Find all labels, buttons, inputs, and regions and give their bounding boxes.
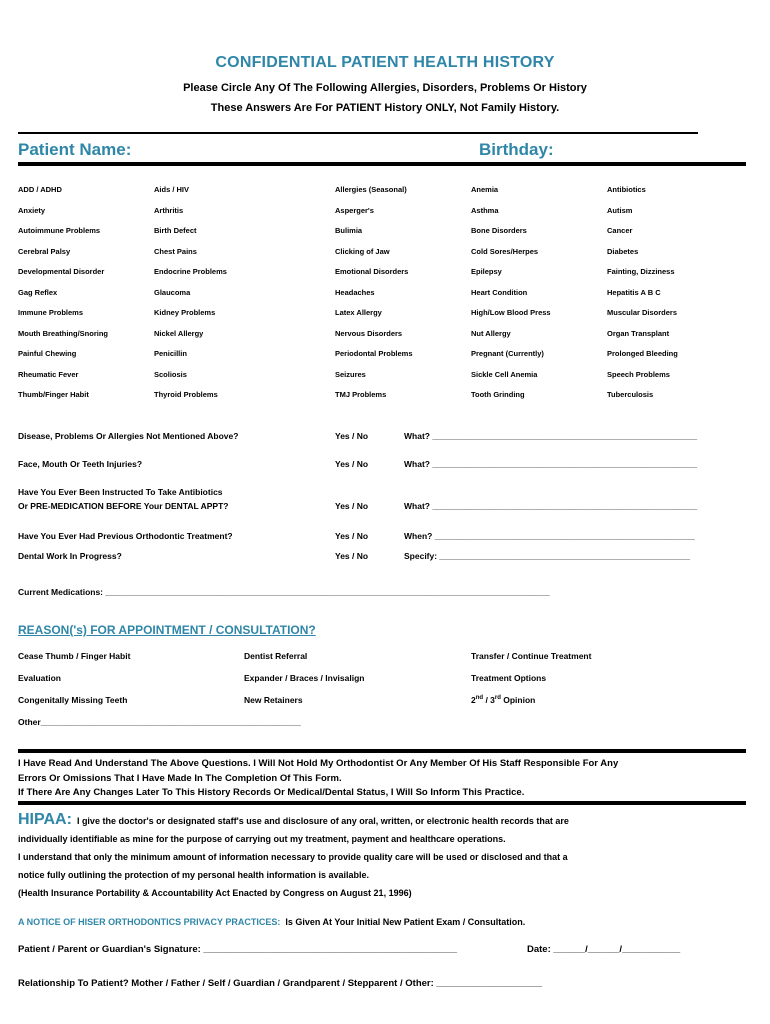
conditions-row <box>18 365 728 386</box>
condition-option[interactable]: Cancer <box>607 226 633 235</box>
hipaa-label: HIPAA: <box>18 811 72 828</box>
conditions-row <box>18 344 728 365</box>
question-antibiotics-1: Have You Ever Been Instructed To Take Antibiotics <box>18 487 223 497</box>
when-field[interactable]: When? _______________________________________________________ <box>404 531 695 541</box>
condition-option[interactable]: Thyroid Problems <box>154 390 218 399</box>
condition-option[interactable]: Autism <box>607 205 633 215</box>
reasons-heading: REASON('s) FOR APPOINTMENT / CONSULTATION? <box>18 623 316 637</box>
statement-line: I Have Read And Understand The Above Questions. I Will Not Hold My Orthodontist Or Any Member Of His Staff Responsible For Any <box>18 758 619 769</box>
conditions-grid <box>18 180 728 406</box>
question-orthodontic: Have You Ever Had Previous Orthodontic Treatment? <box>18 531 233 541</box>
condition-option[interactable]: Prolonged Bleeding <box>607 349 678 358</box>
condition-option[interactable]: Clicking of Jaw <box>335 246 390 256</box>
question-dental-work: Dental Work In Progress? <box>18 551 122 561</box>
what-field[interactable]: What? ________________________________________________________ <box>404 501 698 511</box>
privacy-notice-heading: A NOTICE OF HISER ORTHODONTICS PRIVACY PRACTICES: <box>18 917 281 927</box>
condition-option[interactable]: Aids / HIV <box>154 185 190 194</box>
condition-option[interactable]: Bone Disorders <box>471 226 527 235</box>
condition-option[interactable]: Seizures <box>335 369 366 379</box>
conditions-row <box>18 283 728 304</box>
conditions-row <box>18 180 728 201</box>
conditions-row <box>18 242 728 263</box>
condition-option[interactable]: Bulimia <box>335 226 363 235</box>
specify-field[interactable]: Specify: _____________________________________________________ <box>404 551 690 561</box>
condition-option[interactable]: ADD / ADHD <box>18 185 62 194</box>
date-field[interactable]: Date: ______/______/___________ <box>527 944 681 955</box>
condition-option[interactable]: Tuberculosis <box>607 390 654 399</box>
patient-name-label: Patient Name: <box>18 140 132 159</box>
conditions-row <box>18 262 728 283</box>
statement-rule-top <box>18 749 746 753</box>
condition-option[interactable]: Pregnant (Currently) <box>471 349 544 358</box>
condition-option[interactable]: Heart Condition <box>471 287 528 297</box>
hipaa-line: I give the doctor's or designated staff's use and disclosure of any oral, written, or electronic health records that are <box>76 816 569 826</box>
condition-option[interactable]: Sickle Cell Anemia <box>471 369 538 379</box>
condition-option[interactable]: Thumb/Finger Habit <box>18 390 89 399</box>
condition-option[interactable]: Epilepsy <box>471 267 502 276</box>
condition-option[interactable]: Fainting, Dizziness <box>607 267 675 276</box>
condition-option[interactable]: High/Low Blood Press <box>471 308 551 317</box>
condition-option[interactable]: Kidney Problems <box>154 308 216 317</box>
what-field[interactable]: What? ________________________________________________________ <box>404 459 698 469</box>
hipaa-line: individually identifiable as mine for the purpose of carrying out my treatment, payment and healthcare operations. <box>18 834 506 844</box>
hipaa-line: I understand that only the minimum amount of information necessary to provide quality care will be used or disclosed and that a <box>18 852 568 862</box>
condition-option[interactable]: TMJ Problems <box>335 390 387 399</box>
relationship-field[interactable]: Relationship To Patient? Mother / Father / Self / Guardian / Grandparent / Stepparent / Other: ____________________ <box>18 978 543 989</box>
reason-option[interactable]: New Retainers <box>244 695 303 705</box>
header-rule <box>18 132 698 134</box>
statement-line: If There Are Any Changes Later To This History Records Or Medical/Dental Status, I Will So Inform This Practice. <box>18 787 525 798</box>
conditions-row <box>18 324 728 345</box>
condition-option[interactable]: Arthritis <box>154 205 184 215</box>
yes-no-choice[interactable]: Yes / No <box>335 459 369 469</box>
hipaa-block <box>18 811 753 902</box>
yes-no-choice[interactable]: Yes / No <box>335 531 369 541</box>
conditions-row <box>18 385 728 406</box>
condition-option[interactable]: Mouth Breathing/Snoring <box>18 328 108 338</box>
reason-option[interactable]: Expander / Braces / Invisalign <box>244 673 365 683</box>
conditions-row <box>18 221 728 242</box>
condition-option[interactable]: Allergies (Seasonal) <box>335 185 407 194</box>
question-other-disease: Disease, Problems Or Allergies Not Mentioned Above? <box>18 431 239 441</box>
condition-option[interactable]: Tooth Grinding <box>471 390 525 399</box>
statement-block <box>18 757 753 801</box>
condition-option[interactable]: Nickel Allergy <box>154 328 204 338</box>
yes-no-choice[interactable]: Yes / No <box>335 501 369 511</box>
condition-option[interactable]: Cold Sores/Herpes <box>471 246 539 256</box>
form-subtitle-2: These Answers Are For PATIENT History ONLY, Not Family History. <box>210 102 560 114</box>
reason-option[interactable]: Congenitally Missing Teeth <box>18 695 128 705</box>
condition-option[interactable]: Anemia <box>471 185 499 194</box>
condition-option[interactable]: Glaucoma <box>154 287 191 297</box>
reason-option[interactable]: Transfer / Continue Treatment <box>471 651 592 661</box>
condition-option[interactable]: Speech Problems <box>607 369 670 379</box>
condition-option[interactable]: Rheumatic Fever <box>18 369 79 379</box>
privacy-notice <box>18 917 525 927</box>
reason-option[interactable]: Dentist Referral <box>244 651 308 661</box>
condition-option[interactable]: Gag Reflex <box>18 287 58 297</box>
condition-option[interactable]: Nervous Disorders <box>335 328 403 338</box>
current-medications-field[interactable]: Current Medications: ______________________________________________________________________________________________ <box>18 587 550 597</box>
condition-option[interactable]: Developmental Disorder <box>18 267 105 276</box>
birthday-label: Birthday: <box>479 140 554 159</box>
condition-option[interactable]: Scoliosis <box>154 369 187 379</box>
condition-option[interactable]: Diabetes <box>607 246 639 256</box>
condition-option[interactable]: Nut Allergy <box>471 328 511 338</box>
condition-option[interactable]: Painful Chewing <box>18 349 77 358</box>
condition-option[interactable]: Anxiety <box>18 205 46 215</box>
condition-option[interactable]: Immune Problems <box>18 308 84 317</box>
condition-option[interactable]: Penicillin <box>154 349 187 358</box>
conditions-row <box>18 201 728 222</box>
condition-option[interactable]: Hepatitis A B C <box>607 287 661 297</box>
condition-option[interactable]: Asthma <box>471 205 499 215</box>
yes-no-choice[interactable]: Yes / No <box>335 431 369 441</box>
statement-rule-bottom <box>18 801 746 805</box>
condition-option[interactable]: Antibiotics <box>607 185 646 194</box>
question-antibiotics-2: Or PRE-MEDICATION BEFORE Your DENTAL APPT? <box>18 501 229 511</box>
reason-option-opinion[interactable]: 2nd / 3rd Opinion <box>471 695 536 705</box>
privacy-notice-text: Is Given At Your Initial New Patient Exam / Consultation. <box>285 917 526 927</box>
form-subtitle-1: Please Circle Any Of The Following Allergies, Disorders, Problems Or History <box>183 82 587 94</box>
question-injuries: Face, Mouth Or Teeth Injuries? <box>18 459 143 469</box>
reason-option[interactable]: Cease Thumb / Finger Habit <box>18 651 131 661</box>
condition-option[interactable]: Latex Allergy <box>335 308 382 317</box>
yes-no-choice[interactable]: Yes / No <box>335 551 369 561</box>
signature-field[interactable]: Patient / Parent or Guardian's Signature: ________________________________________________ <box>18 944 458 955</box>
reason-option[interactable]: Treatment Options <box>471 673 547 683</box>
condition-option[interactable]: Headaches <box>335 287 375 297</box>
condition-option[interactable]: Periodontal Problems <box>335 349 413 358</box>
patient-rule <box>18 162 746 166</box>
condition-option[interactable]: Birth Defect <box>154 226 197 235</box>
condition-option[interactable]: Cerebral Palsy <box>18 246 71 256</box>
statement-line: Errors Or Omissions That I Have Made In The Completion Of This Form. <box>18 772 342 784</box>
condition-option[interactable]: Chest Pains <box>154 246 197 256</box>
reason-option[interactable]: Evaluation <box>18 673 61 683</box>
hipaa-line: notice fully outlining the protection of my personal health information is available. <box>18 870 370 880</box>
condition-option[interactable]: Organ Transplant <box>607 328 670 338</box>
hipaa-line: (Health Insurance Portability & Accountability Act Enacted by Congress on August 21, 1996) <box>18 888 412 898</box>
condition-option[interactable]: Emotional Disorders <box>335 267 409 276</box>
condition-option[interactable]: Asperger's <box>335 205 374 215</box>
what-field[interactable]: What? ________________________________________________________ <box>404 431 698 441</box>
reason-other-field[interactable]: Other_______________________________________________________ <box>18 717 301 727</box>
condition-option[interactable]: Endocrine Problems <box>154 267 227 276</box>
condition-option[interactable]: Muscular Disorders <box>607 308 678 317</box>
form-title: CONFIDENTIAL PATIENT HEALTH HISTORY <box>215 54 555 71</box>
conditions-row <box>18 303 728 324</box>
condition-option[interactable]: Autoimmune Problems <box>18 226 101 235</box>
